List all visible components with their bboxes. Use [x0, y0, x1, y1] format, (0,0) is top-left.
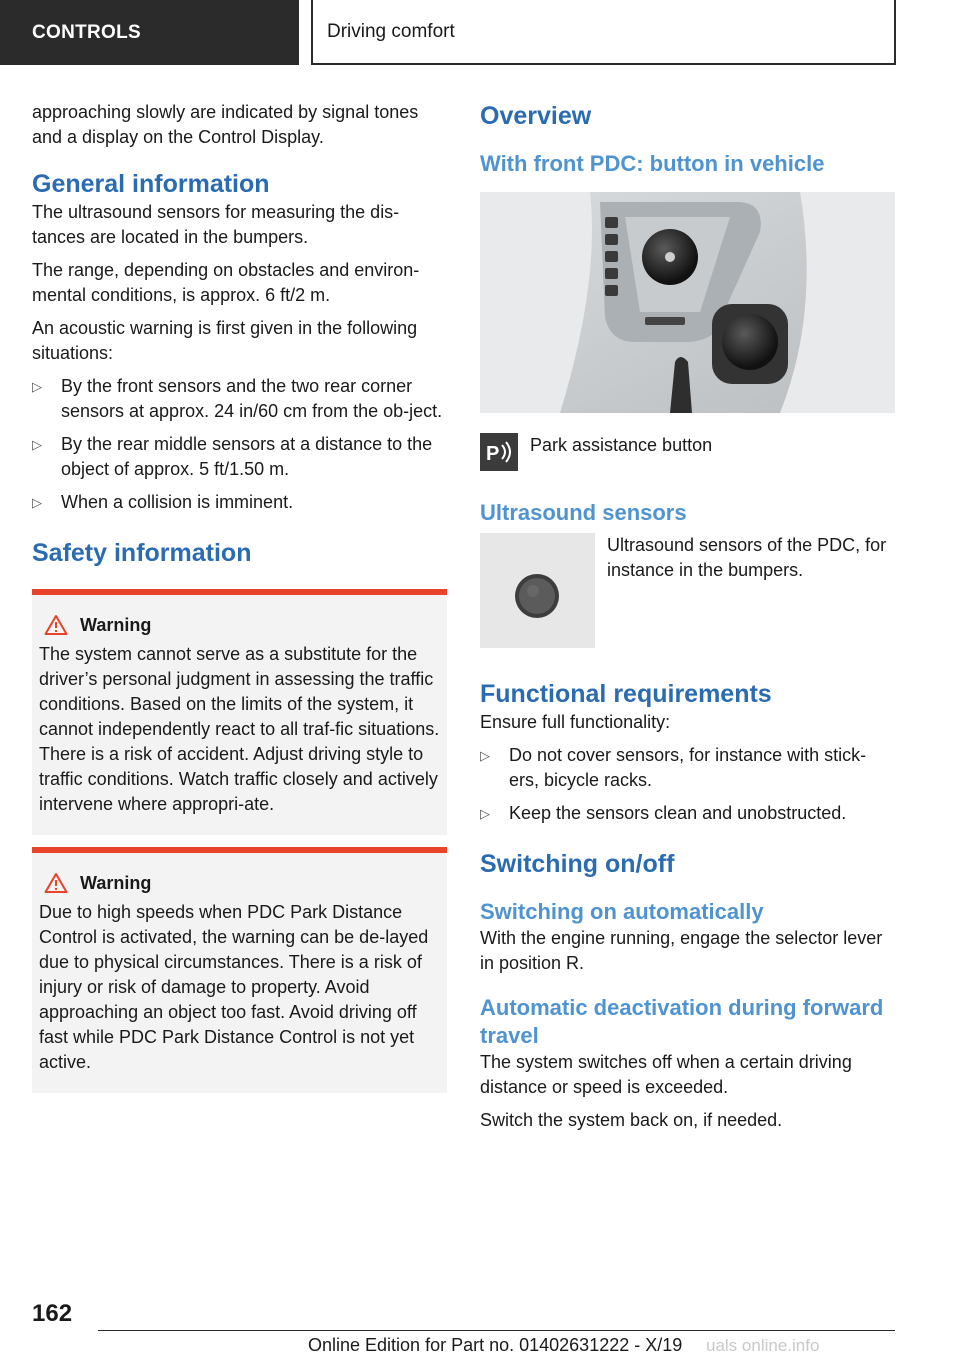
warning-title: Warning [39, 871, 441, 895]
warning-text: Due to high speeds when PDC Park Distance Control is activated, the warning can be de-layed due to physical circumstances. There is a risk of injury or risk of damage to property. Avoid approaching an object too fast. Avoid driving off fast while PDC Park Distance Control is not yet active. [39, 902, 429, 1072]
auto-on-heading: Switching on automatically [480, 899, 764, 924]
edition-text: Online Edition for Part no. 01402631222 - X/19 [308, 1335, 683, 1355]
general-paragraph-2: The range, depending on obstacles and environ-mental conditions, is approx. 6 ft/2 m. [32, 260, 420, 305]
intro-paragraph: approaching slowly are indicated by signal tones and a display on the Control Display. [32, 102, 419, 147]
warning-triangle-icon [44, 872, 68, 894]
left-column [32, 100, 447, 1093]
chapter-title: Driving comfort [311, 0, 896, 65]
safety-info-heading: Safety information [32, 539, 252, 567]
watermark: uals online.info [706, 1336, 820, 1355]
warning-situations-list [32, 374, 447, 515]
functional-requirements-list [480, 743, 895, 826]
park-assist-caption [480, 433, 895, 471]
ultrasound-text: Ultrasound sensors of the PDC, for instance in the bumpers. [607, 535, 887, 580]
warning-box [32, 589, 447, 835]
overview-heading: Overview [480, 102, 592, 130]
footer-divider [98, 1330, 895, 1331]
page-number: 162 [32, 1300, 73, 1327]
triangle-right-icon: ▷ [32, 379, 42, 394]
right-column [480, 100, 895, 1141]
triangle-right-icon: ▷ [32, 495, 42, 510]
warning-text: The system cannot serve as a substitute for the driver’s personal judgment in assessing the traffic conditions. Based on the limits of the system, it cannot independently react to all traf-fic situations. There is a risk of accident. Adjust driving style to traffic conditions. Watch traffic closely and actively intervene where appropri-ate. [39, 644, 440, 814]
auto-off-heading: Automatic deactivation during forward travel [480, 995, 884, 1048]
warning-box [32, 847, 447, 1093]
list-item: ▷ Do not cover sensors, for instance with stick-ers, bicycle racks. [480, 745, 867, 790]
list-item: ▷ Keep the sensors clean and unobstructed. [480, 801, 895, 826]
triangle-right-icon: ▷ [480, 748, 490, 763]
general-paragraph-1: The ultrasound sensors for measuring the dis-tances are located in the bumpers. [32, 202, 400, 247]
ultrasound-heading: Ultrasound sensors [480, 500, 687, 525]
general-paragraph-3: An acoustic warning is first given in the following situations: [32, 318, 418, 363]
section-tab: CONTROLS [0, 0, 299, 65]
auto-on-text: With the engine running, engage the selector lever in position R. [480, 928, 883, 973]
triangle-right-icon: ▷ [32, 437, 42, 452]
auto-off-text-2: Switch the system back on, if needed. [480, 1110, 783, 1130]
warning-triangle-icon [44, 614, 68, 636]
general-info-heading: General information [32, 170, 270, 198]
front-pdc-heading: With front PDC: button in vehicle [480, 151, 825, 176]
switching-heading: Switching on/off [480, 850, 675, 878]
list-item: ▷ By the front sensors and the two rear corner sensors at approx. 24 in/60 cm from the ob-ject. [32, 376, 443, 421]
triangle-right-icon: ▷ [480, 806, 490, 821]
functional-requirements-heading: Functional requirements [480, 680, 772, 708]
park-assist-button-icon [480, 433, 518, 471]
auto-off-text-1: The system switches off when a certain driving distance or speed is exceeded. [480, 1052, 852, 1097]
svg-text:P: P [486, 443, 500, 465]
list-item: ▷ By the rear middle sensors at a distance to the object of approx. 5 ft/1.50 m. [32, 434, 433, 479]
warning-title: Warning [39, 613, 441, 637]
center-console-photo [480, 192, 895, 413]
functional-intro: Ensure full functionality: [480, 712, 671, 732]
park-assist-caption-text: Park assistance button [530, 435, 713, 455]
ultrasound-sensor-photo [480, 533, 595, 648]
list-item: ▷ When a collision is imminent. [32, 490, 447, 515]
ultrasound-sensor-row [480, 533, 895, 648]
